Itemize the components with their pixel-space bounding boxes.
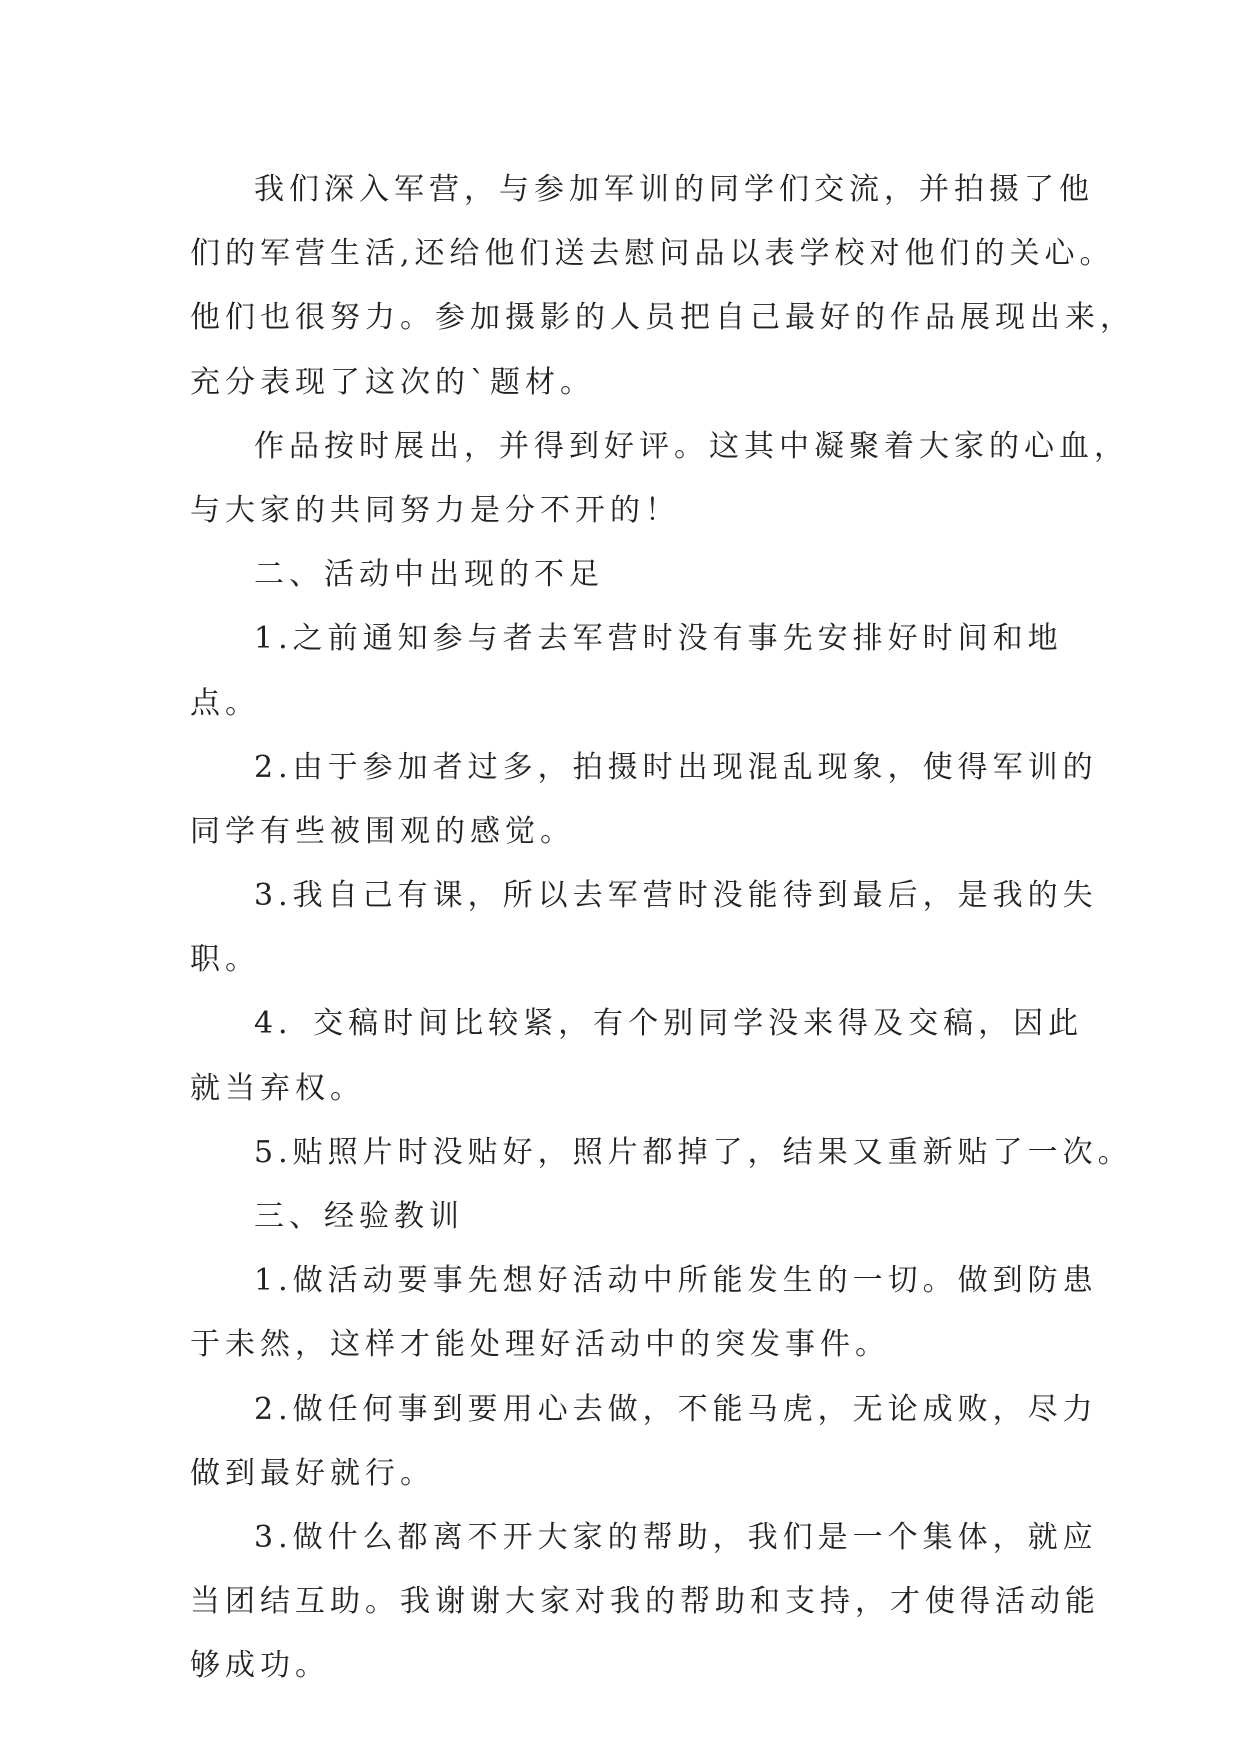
list-item: 2.由于参加者过多，拍摄时出现混乱现象，使得军训的 (254, 749, 1098, 785)
list-item: 1.做活动要事先想好活动中所能发生的一切。做到防患 (254, 1263, 1098, 1299)
text-line: 我们深入军营，与参加军训的同学们交流，并拍摄了他 (254, 172, 1094, 207)
document-body (190, 158, 1135, 1699)
text-line: 当团结互助。我谢谢大家对我的帮助和支持，才使得活动能 (190, 1584, 1100, 1620)
text-line: 够成功。 (190, 1648, 330, 1684)
section-heading: 三、经验教训 (254, 1199, 464, 1234)
list-item: 1.之前通知参与者去军营时没有事先安排好时间和地 (254, 621, 1063, 657)
text-line: 作品按时展出，并得到好评。这其中凝聚着大家的心血， (254, 428, 1129, 464)
text-line: 于未然，这样才能处理好活动中的突发事件。 (190, 1327, 890, 1363)
text-line: 做到最好就行。 (190, 1455, 435, 1491)
text-line: 点。 (190, 685, 260, 721)
text-line: 他们也很努力。参加摄影的人员把自己最好的作品展现出来， (190, 300, 1135, 336)
text-line: 们的军营生活,还给他们送去慰问品以表学校对他们的关心。 (190, 236, 1115, 272)
list-item: 5.贴照片时没贴好，照片都掉了，结果又重新贴了一次。 (254, 1134, 1133, 1170)
text-line: 与大家的共同努力是分不开的！ (190, 492, 680, 528)
list-item: 4．交稿时间比较紧，有个别同学没来得及交稿，因此 (254, 1006, 1084, 1042)
text-line: 职。 (190, 942, 260, 978)
text-line: 同学有些被围观的感觉。 (190, 813, 575, 849)
text-line: 充分表现了这次的`题材。 (190, 364, 595, 400)
list-item: 2.做任何事到要用心去做，不能马虎，无论成败，尽力 (254, 1391, 1098, 1427)
list-item: 3.做什么都离不开大家的帮助，我们是一个集体，就应 (254, 1519, 1098, 1555)
list-item: 3.我自己有课，所以去军营时没能待到最后，是我的失 (254, 878, 1098, 914)
section-heading: 二、活动中出现的不足 (254, 557, 604, 593)
text-line: 就当弃权。 (190, 1070, 365, 1106)
